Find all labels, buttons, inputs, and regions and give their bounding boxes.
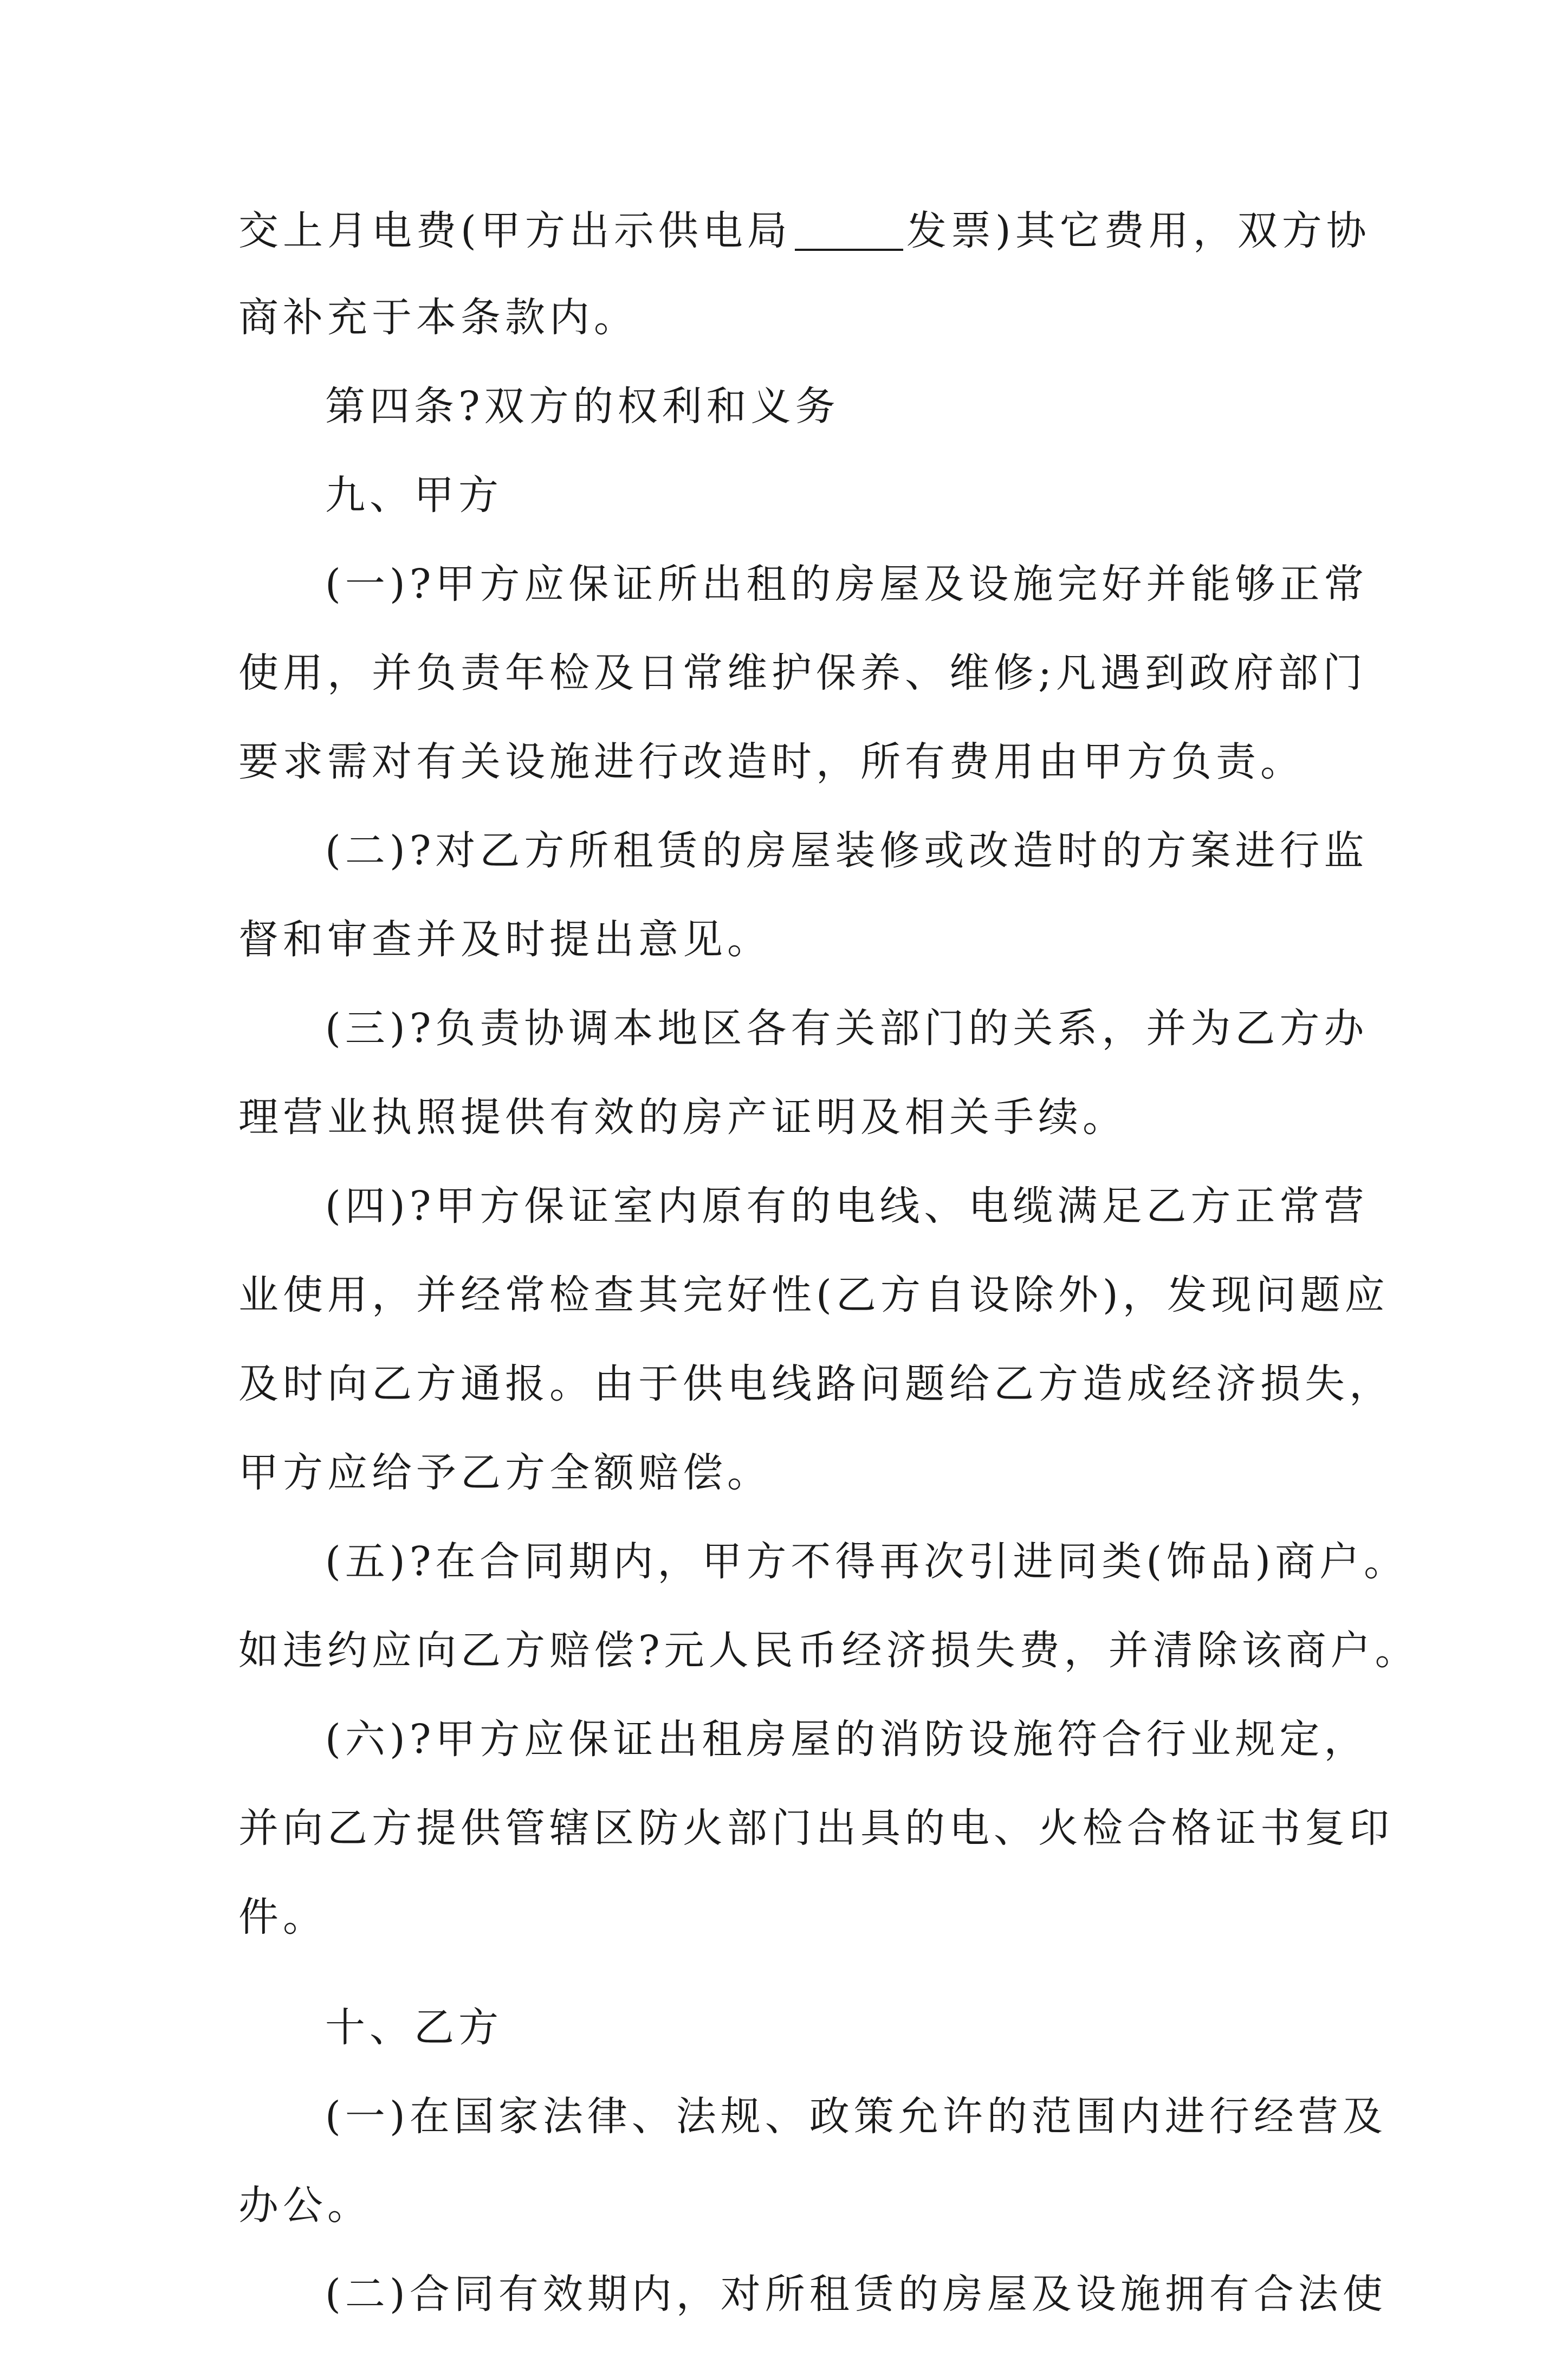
text-line: (五)?在合同期内，甲方不得再次引进同类(饰品)商户。 bbox=[325, 1538, 1409, 1585]
document-body bbox=[238, 208, 1420, 2363]
text-line: 商补充于本条款内。 bbox=[238, 294, 638, 341]
text-line: (二)?对乙方所租赁的房屋装修或改造时的方案进行监 bbox=[325, 827, 1369, 874]
text-line: (一)在国家法律、法规、政策允许的范围内进行经营及 bbox=[325, 2093, 1387, 2140]
text-line: 并向乙方提供管辖区防火部门出具的电、火检合格证书复印 bbox=[238, 1805, 1394, 1851]
text-line: 甲方应给予乙方全额赔偿。 bbox=[238, 1449, 772, 1496]
text-line: 如违约应向乙方赔偿?元人民币经济损失费，并清除该商户。 bbox=[238, 1627, 1420, 1674]
text-line: 理营业执照提供有效的房产证明及相关手续。 bbox=[238, 1094, 1127, 1141]
text-segment: 交上月电费(甲方出示供电局 bbox=[238, 208, 792, 254]
text-line: 件。 bbox=[238, 1894, 327, 1940]
text-line: 督和审查并及时提出意见。 bbox=[238, 916, 772, 963]
text-line: (三)?负责协调本地区各有关部门的关系，并为乙方办 bbox=[325, 1005, 1369, 1052]
text-line: 使用，并负责年检及日常维护保养、维修;凡遇到政府部门 bbox=[238, 650, 1367, 696]
article-heading: 第四条?双方的权利和义务 bbox=[325, 383, 840, 430]
text-line: (一)?甲方应保证所出租的房屋及设施完好并能够正常 bbox=[325, 561, 1369, 607]
text-segment: 发票)其它费用，双方协 bbox=[906, 208, 1371, 254]
text-line bbox=[238, 208, 1371, 254]
text-line: 业使用，并经常检查其完好性(乙方自设除外)，发现问题应 bbox=[238, 1272, 1389, 1318]
text-line: 办公。 bbox=[238, 2182, 372, 2229]
fill-in-blank bbox=[795, 209, 903, 251]
text-line: 及时向乙方通报。由于供电线路问题给乙方造成经济损失， bbox=[238, 1361, 1394, 1407]
text-line: 要求需对有关设施进行改造时，所有费用由甲方负责。 bbox=[238, 739, 1305, 785]
text-line: (四)?甲方保证室内原有的电线、电缆满足乙方正常营 bbox=[325, 1183, 1369, 1229]
text-line: (二)合同有效期内，对所租赁的房屋及设施拥有合法使 bbox=[325, 2271, 1387, 2317]
text-line: (六)?甲方应保证出租房屋的消防设施符合行业规定， bbox=[325, 1716, 1369, 1763]
section-heading: 九、甲方 bbox=[325, 472, 503, 519]
section-heading: 十、乙方 bbox=[325, 2004, 503, 2051]
